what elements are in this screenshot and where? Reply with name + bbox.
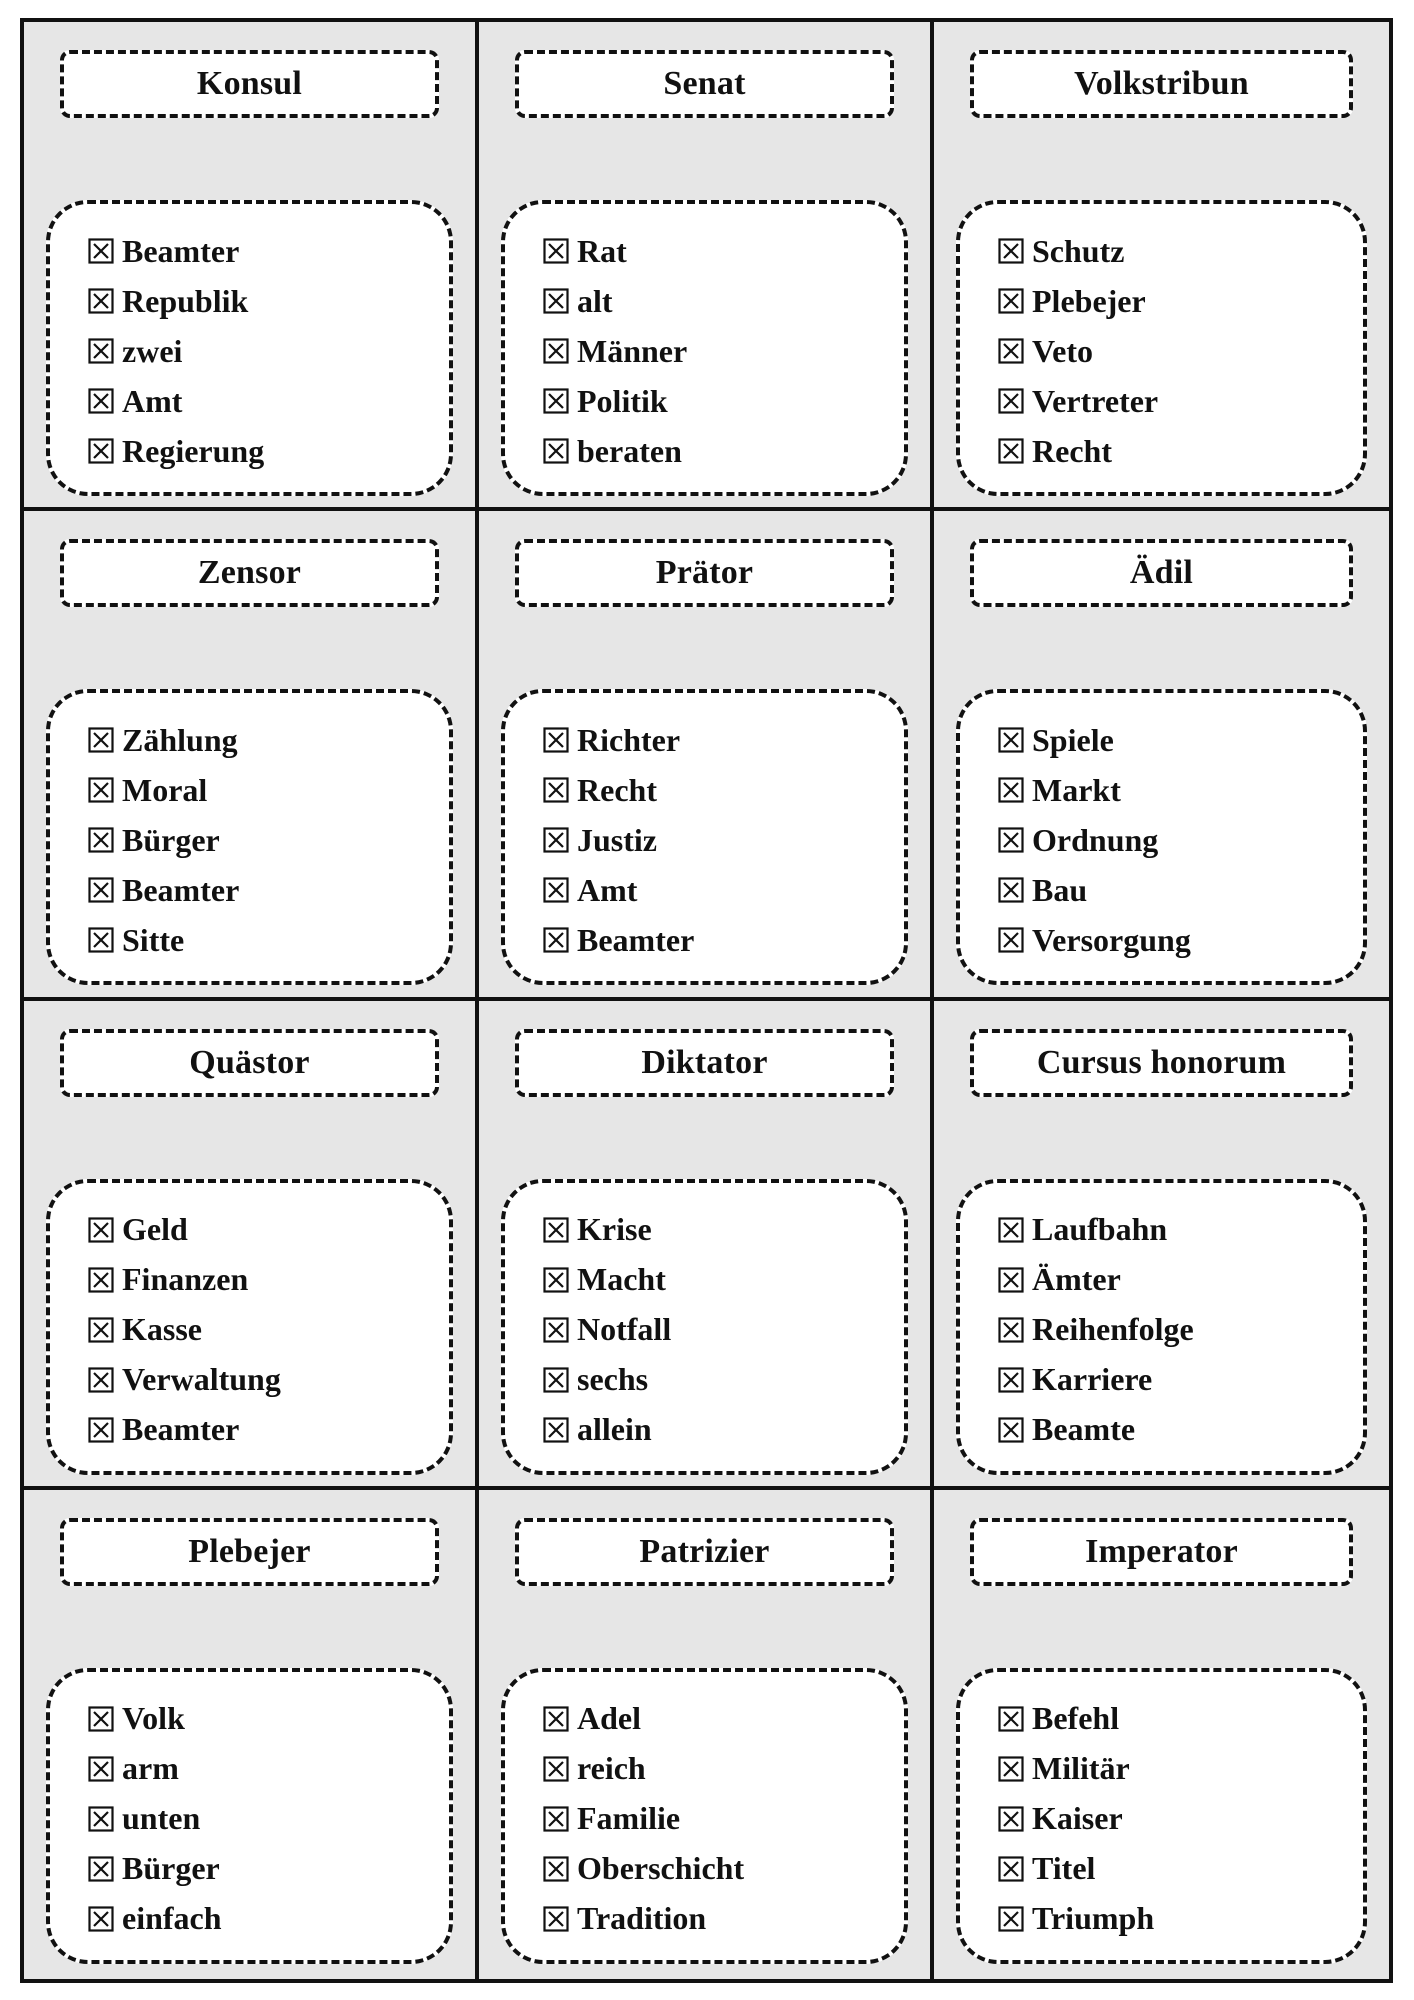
checked-box-icon <box>88 1267 114 1293</box>
term-label: Adel <box>577 1700 641 1737</box>
term-card <box>479 1490 934 1979</box>
term-item <box>88 1844 449 1894</box>
term-item <box>998 1355 1363 1405</box>
checked-box-icon <box>998 877 1024 903</box>
checked-box-icon <box>998 388 1024 414</box>
checked-box-icon <box>543 1756 569 1782</box>
checked-box-icon <box>543 1417 569 1443</box>
term-item <box>88 815 449 865</box>
term-card <box>934 511 1389 1000</box>
term-item <box>88 915 449 965</box>
term-item <box>88 1255 449 1305</box>
term-label: Notfall <box>577 1311 672 1347</box>
term-label: Amt <box>577 871 638 908</box>
term-item <box>998 326 1363 376</box>
term-item <box>88 1355 449 1405</box>
checked-box-icon <box>543 1906 569 1932</box>
checked-box-icon <box>998 238 1024 264</box>
term-label: Tradition <box>577 1900 707 1937</box>
checked-box-icon <box>88 338 114 364</box>
term-item <box>998 376 1363 426</box>
term-item <box>543 1794 904 1844</box>
term-item <box>998 1694 1363 1744</box>
checked-box-icon <box>998 338 1024 364</box>
term-label: Triumph <box>1032 1900 1155 1937</box>
term-label: Justiz <box>577 821 657 858</box>
checked-box-icon <box>543 877 569 903</box>
checked-box-icon <box>543 338 569 364</box>
term-label: Titel <box>1032 1850 1096 1887</box>
term-label: Militär <box>1032 1750 1130 1787</box>
checked-box-icon <box>88 777 114 803</box>
term-item <box>88 1744 449 1794</box>
term-list <box>46 1179 453 1475</box>
checked-box-icon <box>543 927 569 953</box>
checked-box-icon <box>543 1856 569 1882</box>
term-label: Beamter <box>122 871 240 908</box>
checked-box-icon <box>998 1217 1024 1243</box>
card-title: Diktator <box>515 1029 894 1097</box>
term-item <box>543 1844 904 1894</box>
checked-box-icon <box>88 1906 114 1932</box>
checked-box-icon <box>998 1906 1024 1932</box>
term-label: Amt <box>122 382 183 419</box>
term-label: Volk <box>122 1700 185 1737</box>
card-title: Volkstribun <box>970 50 1353 118</box>
term-label: Rat <box>577 232 627 269</box>
checked-box-icon <box>543 388 569 414</box>
term-label: Reihenfolge <box>1032 1311 1194 1347</box>
term-label: Sitte <box>122 921 185 958</box>
checked-box-icon <box>88 827 114 853</box>
checked-box-icon <box>998 438 1024 464</box>
checked-box-icon <box>998 927 1024 953</box>
term-label: Beamte <box>1032 1411 1136 1447</box>
card-title: Quästor <box>60 1029 439 1097</box>
checked-box-icon <box>88 1756 114 1782</box>
term-card <box>934 1001 1389 1490</box>
term-label: Markt <box>1032 771 1121 808</box>
term-item <box>88 1405 449 1455</box>
card-title: Konsul <box>60 50 439 118</box>
checked-box-icon <box>543 1317 569 1343</box>
term-item <box>543 376 904 426</box>
term-label: Oberschicht <box>577 1850 745 1887</box>
term-item <box>998 1405 1363 1455</box>
checked-box-icon <box>543 438 569 464</box>
term-label: Kaiser <box>1032 1800 1123 1837</box>
checked-box-icon <box>88 1806 114 1832</box>
term-item <box>543 1744 904 1794</box>
card-title: Plebejer <box>60 1518 439 1586</box>
term-item <box>543 865 904 915</box>
term-label: Macht <box>577 1261 666 1297</box>
checked-box-icon <box>543 288 569 314</box>
term-item <box>88 276 449 326</box>
term-label: Moral <box>122 771 208 808</box>
term-item <box>998 715 1363 765</box>
term-list <box>956 689 1367 985</box>
term-item <box>88 765 449 815</box>
term-label: Regierung <box>122 432 265 469</box>
term-list <box>501 689 908 985</box>
checked-box-icon <box>998 1417 1024 1443</box>
term-item <box>88 376 449 426</box>
checked-box-icon <box>998 1756 1024 1782</box>
term-label: Geld <box>122 1211 188 1247</box>
taboo-card-sheet <box>20 18 1393 1983</box>
term-label: Kasse <box>122 1311 202 1347</box>
term-label: Bürger <box>122 821 220 858</box>
card-title: Ädil <box>970 539 1353 607</box>
term-list <box>501 1668 908 1964</box>
checked-box-icon <box>543 1217 569 1243</box>
checked-box-icon <box>88 388 114 414</box>
term-item <box>543 1694 904 1744</box>
checked-box-icon <box>543 727 569 753</box>
checked-box-icon <box>998 1706 1024 1732</box>
checked-box-icon <box>88 1706 114 1732</box>
checked-box-icon <box>998 827 1024 853</box>
checked-box-icon <box>998 288 1024 314</box>
term-item <box>543 426 904 476</box>
term-card <box>24 511 479 1000</box>
term-item <box>88 1305 449 1355</box>
term-label: Bau <box>1032 871 1088 908</box>
term-item <box>88 715 449 765</box>
term-label: Politik <box>577 382 668 419</box>
term-label: Republik <box>122 282 249 319</box>
checked-box-icon <box>998 777 1024 803</box>
term-card <box>479 511 934 1000</box>
term-item <box>88 1794 449 1844</box>
term-card <box>479 1001 934 1490</box>
checked-box-icon <box>998 1856 1024 1882</box>
term-label: allein <box>577 1411 652 1447</box>
term-item <box>543 1355 904 1405</box>
term-item <box>998 1844 1363 1894</box>
term-label: Spiele <box>1032 721 1114 758</box>
term-list <box>956 1668 1367 1964</box>
term-list <box>501 200 908 496</box>
term-label: Beamter <box>577 921 695 958</box>
term-list <box>46 1668 453 1964</box>
term-item <box>998 1255 1363 1305</box>
term-item <box>543 326 904 376</box>
term-card <box>479 22 934 511</box>
checked-box-icon <box>543 1267 569 1293</box>
term-label: zwei <box>122 332 183 369</box>
term-card <box>934 1490 1389 1979</box>
checked-box-icon <box>88 1317 114 1343</box>
term-item <box>543 1405 904 1455</box>
term-label: alt <box>577 282 613 319</box>
term-item <box>88 1205 449 1255</box>
term-item <box>543 715 904 765</box>
term-label: reich <box>577 1750 646 1787</box>
term-item <box>998 1894 1363 1944</box>
term-item <box>543 765 904 815</box>
term-card <box>24 22 479 511</box>
term-label: Ämter <box>1032 1261 1121 1297</box>
term-item <box>543 1205 904 1255</box>
term-item <box>88 1694 449 1744</box>
checked-box-icon <box>88 238 114 264</box>
checked-box-icon <box>88 1856 114 1882</box>
term-label: Befehl <box>1032 1700 1120 1737</box>
term-item <box>998 815 1363 865</box>
checked-box-icon <box>88 727 114 753</box>
term-item <box>543 915 904 965</box>
term-list <box>46 689 453 985</box>
term-label: Zählung <box>122 721 238 758</box>
checked-box-icon <box>88 288 114 314</box>
term-label: Männer <box>577 332 688 369</box>
checked-box-icon <box>543 1367 569 1393</box>
term-item <box>543 815 904 865</box>
term-item <box>998 1305 1363 1355</box>
card-title: Zensor <box>60 539 439 607</box>
term-label: beraten <box>577 432 682 469</box>
card-title: Senat <box>515 50 894 118</box>
checked-box-icon <box>998 727 1024 753</box>
checked-box-icon <box>998 1317 1024 1343</box>
term-item <box>543 1894 904 1944</box>
term-label: Plebejer <box>1032 282 1146 319</box>
card-title: Patrizier <box>515 1518 894 1586</box>
checked-box-icon <box>88 1217 114 1243</box>
term-label: Recht <box>577 771 657 808</box>
term-label: Beamter <box>122 232 240 269</box>
term-item <box>543 1305 904 1355</box>
term-item <box>998 1205 1363 1255</box>
checked-box-icon <box>543 777 569 803</box>
term-label: Krise <box>577 1211 652 1247</box>
term-label: Finanzen <box>122 1261 249 1297</box>
checked-box-icon <box>88 927 114 953</box>
term-item <box>998 1794 1363 1844</box>
checked-box-icon <box>88 438 114 464</box>
term-card <box>24 1490 479 1979</box>
term-label: einfach <box>122 1900 222 1937</box>
term-list <box>46 200 453 496</box>
term-list <box>956 200 1367 496</box>
term-card <box>934 22 1389 511</box>
term-list <box>501 1179 908 1475</box>
term-label: Richter <box>577 721 681 758</box>
checked-box-icon <box>88 1367 114 1393</box>
term-label: Vertreter <box>1032 382 1159 419</box>
term-label: Recht <box>1032 432 1112 469</box>
term-item <box>998 1744 1363 1794</box>
checked-box-icon <box>998 1367 1024 1393</box>
checked-box-icon <box>543 1706 569 1732</box>
term-list <box>956 1179 1367 1475</box>
term-item <box>543 1255 904 1305</box>
card-title: Cursus honorum <box>970 1029 1353 1097</box>
card-title: Imperator <box>970 1518 1353 1586</box>
checked-box-icon <box>998 1806 1024 1832</box>
checked-box-icon <box>543 1806 569 1832</box>
checked-box-icon <box>543 238 569 264</box>
checked-box-icon <box>998 1267 1024 1293</box>
term-label: Schutz <box>1032 232 1125 269</box>
term-item <box>543 226 904 276</box>
term-item <box>998 915 1363 965</box>
term-label: Veto <box>1032 332 1094 369</box>
term-card <box>24 1001 479 1490</box>
term-item <box>88 1894 449 1944</box>
term-label: Beamter <box>122 1411 240 1447</box>
term-label: Bürger <box>122 1850 220 1887</box>
term-item <box>998 865 1363 915</box>
checked-box-icon <box>88 877 114 903</box>
term-item <box>88 326 449 376</box>
term-label: Familie <box>577 1800 681 1837</box>
term-item <box>88 426 449 476</box>
term-item <box>998 226 1363 276</box>
term-item <box>998 426 1363 476</box>
term-item <box>88 865 449 915</box>
term-label: unten <box>122 1800 201 1837</box>
term-label: Karriere <box>1032 1361 1153 1397</box>
term-item <box>88 226 449 276</box>
term-item <box>998 765 1363 815</box>
term-label: sechs <box>577 1361 649 1397</box>
checked-box-icon <box>88 1417 114 1443</box>
term-label: Versorgung <box>1032 921 1191 958</box>
term-label: Verwaltung <box>122 1361 281 1397</box>
term-item <box>543 276 904 326</box>
term-label: Laufbahn <box>1032 1211 1168 1247</box>
term-label: arm <box>122 1750 179 1787</box>
term-label: Ordnung <box>1032 821 1159 858</box>
term-item <box>998 276 1363 326</box>
checked-box-icon <box>543 827 569 853</box>
card-title: Prätor <box>515 539 894 607</box>
